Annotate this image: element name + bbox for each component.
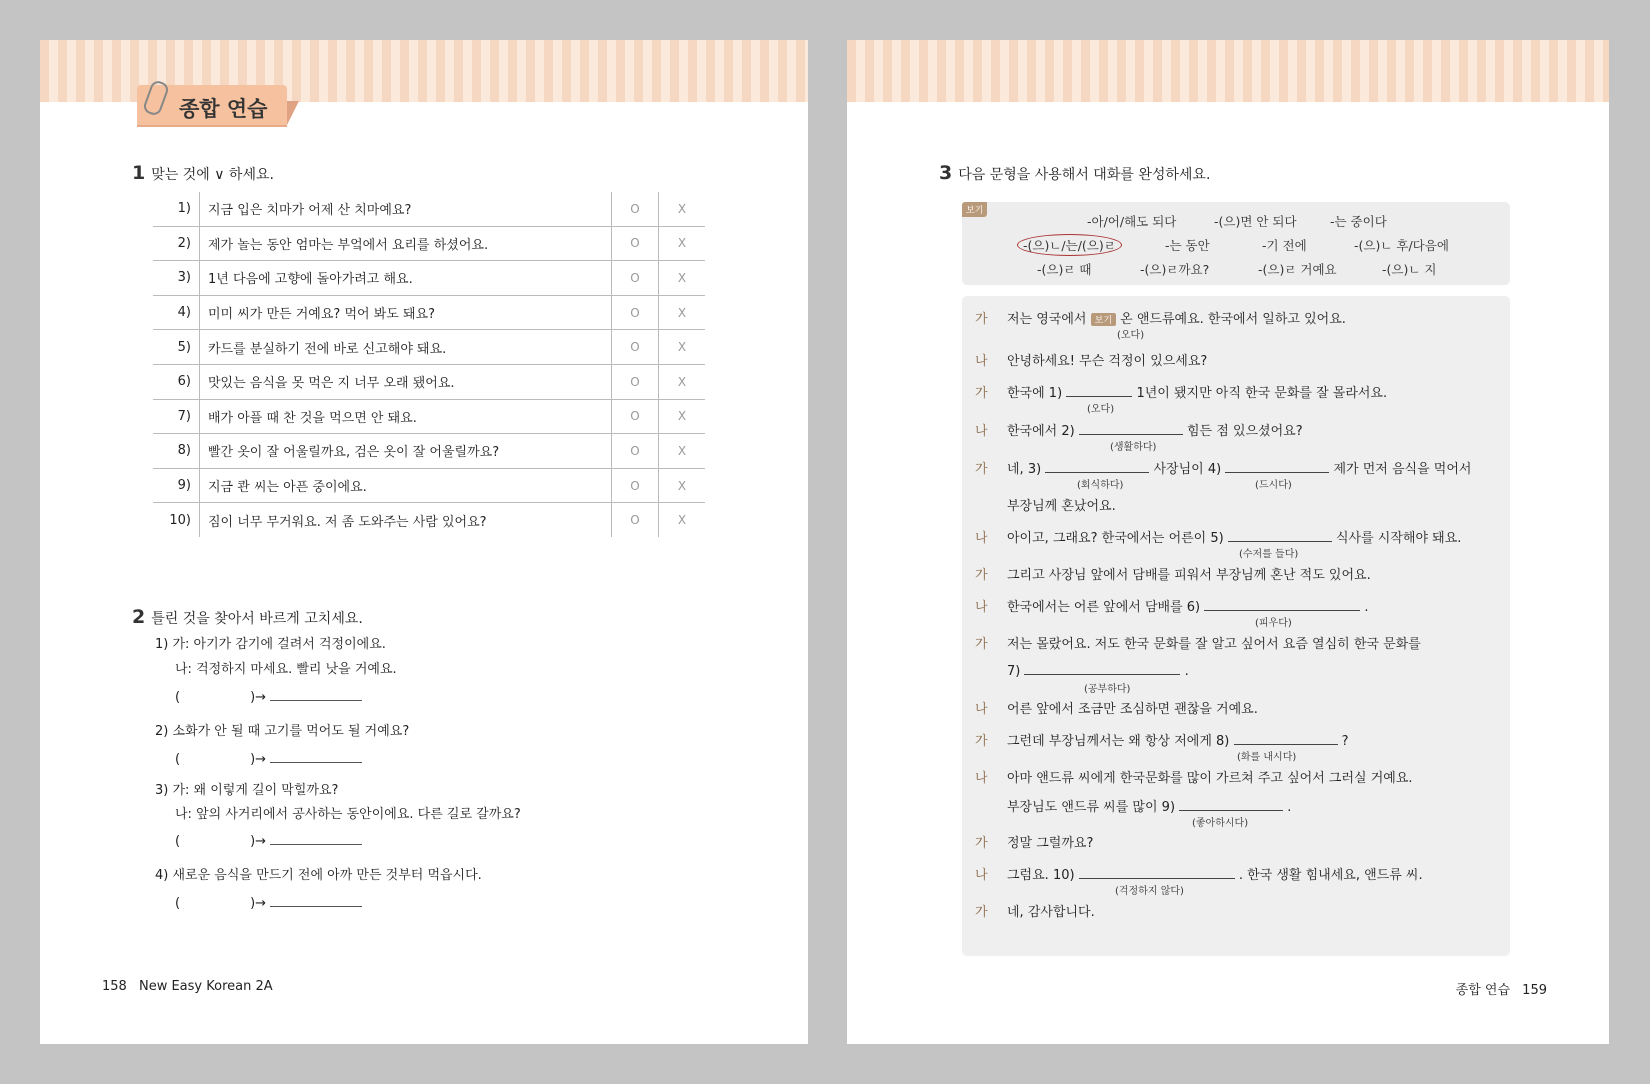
dialog-text: 한국에서는 어른 앞에서 담배를 6) bbox=[1007, 600, 1201, 615]
dialog-line-13: 정말 그럴까요? bbox=[1007, 836, 1094, 851]
hint: (화를 내시다) bbox=[1237, 752, 1297, 763]
row-sentence: 빨간 옷이 잘 어울릴까요, 검은 옷이 잘 어울릴까요? bbox=[200, 434, 612, 469]
page-number: 159 bbox=[1522, 983, 1547, 998]
hint: (걱정하지 않다) bbox=[1115, 886, 1184, 897]
q2-item-4-line1: 4) 새로운 음식을 만드기 전에 아까 만든 것부터 먹읍시다. bbox=[155, 868, 482, 883]
checklist-row bbox=[153, 192, 705, 226]
mark-o-option[interactable]: O bbox=[612, 503, 659, 537]
mark-o-option[interactable]: O bbox=[612, 434, 659, 469]
answer-blank[interactable] bbox=[270, 688, 362, 701]
row-sentence: 1년 다음에 고향에 돌아가려고 해요. bbox=[200, 261, 612, 296]
mark-o-option[interactable]: O bbox=[612, 261, 659, 296]
pattern: -(으)ㄴ 지 bbox=[1382, 262, 1437, 277]
checklist-row bbox=[153, 226, 705, 261]
section-title: 종합 연습 bbox=[179, 97, 268, 121]
paren-open: ( bbox=[175, 896, 181, 911]
pattern: -(으)ㄴ 후/다음에 bbox=[1354, 238, 1449, 253]
q3-instruction: 다음 문형을 사용해서 대화를 완성하세요. bbox=[958, 167, 1211, 183]
header-stripes bbox=[847, 40, 1609, 102]
left-page bbox=[40, 40, 808, 1044]
mark-x-option[interactable]: X bbox=[659, 399, 706, 434]
mark-o-option[interactable]: O bbox=[612, 364, 659, 399]
answer-blank-4[interactable] bbox=[1225, 460, 1329, 473]
row-sentence: 짐이 너무 무거워요. 저 좀 도와주는 사람 있어요? bbox=[200, 503, 612, 537]
pattern: -는 동안 bbox=[1165, 238, 1210, 253]
answer-blank[interactable] bbox=[270, 894, 362, 907]
dialog-line-15: 네, 감사합니다. bbox=[1007, 905, 1095, 920]
checklist-row bbox=[153, 330, 705, 365]
speaker-na: 나 bbox=[975, 771, 988, 786]
mark-x-option[interactable]: X bbox=[659, 364, 706, 399]
q3-heading bbox=[939, 162, 1210, 184]
mark-x-option[interactable]: X bbox=[659, 434, 706, 469]
mark-x-option[interactable]: X bbox=[659, 295, 706, 330]
row-number: 10) bbox=[153, 503, 200, 537]
mark-o-option[interactable]: O bbox=[612, 399, 659, 434]
hint: (좋아하시다) bbox=[1192, 818, 1249, 829]
speaker-ga: 가 bbox=[975, 734, 988, 749]
dialog-line-3 bbox=[1007, 382, 1387, 401]
answer-blank[interactable] bbox=[270, 832, 362, 845]
dialog-line-10: 어른 앞에서 조금만 조심하면 괜찮을 거예요. bbox=[1007, 702, 1258, 717]
q2-item-2-line1: 2) 소화가 안 될 때 고기를 먹어도 될 거예요? bbox=[155, 724, 410, 739]
q2-instruction: 틀린 것을 찾아서 바르게 고치세요. bbox=[151, 611, 363, 627]
mark-o-option[interactable]: O bbox=[612, 226, 659, 261]
dialog-line-4 bbox=[1007, 420, 1303, 439]
right-page bbox=[847, 40, 1609, 1044]
paren-open: ( bbox=[175, 834, 181, 849]
checklist-row bbox=[153, 503, 705, 537]
speaker-na: 나 bbox=[975, 600, 988, 615]
mark-x-option[interactable]: X bbox=[659, 330, 706, 365]
dialog-text: 식사를 시작해야 돼요. bbox=[1336, 531, 1462, 546]
pattern: -아/어/해도 되다 bbox=[1087, 214, 1177, 229]
dialog-text: 부장님도 앤드류 씨를 많이 9) bbox=[1007, 800, 1176, 815]
example-patterns-box bbox=[962, 202, 1510, 285]
row-number: 4) bbox=[153, 295, 200, 330]
dialog-text: 그럼요. 10) bbox=[1007, 868, 1075, 883]
row-sentence: 카드를 분실하기 전에 바로 신고해야 돼요. bbox=[200, 330, 612, 365]
speaker-ga: 가 bbox=[975, 312, 988, 327]
hint: (드시다) bbox=[1255, 480, 1292, 491]
speaker-na: 나 bbox=[975, 354, 988, 369]
speaker-ga: 가 bbox=[975, 637, 988, 652]
hint: (공부하다) bbox=[1084, 684, 1131, 695]
row-number: 5) bbox=[153, 330, 200, 365]
mark-o-option[interactable]: O bbox=[612, 192, 659, 226]
section-header-tab bbox=[137, 85, 287, 125]
mark-o-option[interactable]: O bbox=[612, 468, 659, 503]
q2-item-2-answer bbox=[175, 750, 362, 767]
dialog-text: 그런데 부장님께서는 왜 항상 저에게 8) bbox=[1007, 734, 1230, 749]
hint: (피우다) bbox=[1255, 618, 1292, 629]
q1-heading bbox=[132, 162, 274, 184]
checklist-row bbox=[153, 295, 705, 330]
speaker-ga: 가 bbox=[975, 568, 988, 583]
pattern: -(으)ㄹ 때 bbox=[1037, 262, 1092, 277]
q1-checklist-table bbox=[153, 192, 705, 537]
row-sentence: 배가 아플 때 찬 것을 먹으면 안 돼요. bbox=[200, 399, 612, 434]
dialog-text: 네, 3) bbox=[1007, 462, 1042, 477]
footer-section-title: 종합 연습 bbox=[1455, 983, 1511, 998]
dialog-text: 힘든 점 있으셨어요? bbox=[1187, 424, 1303, 439]
dialog-text: 한국에 1) bbox=[1007, 386, 1063, 401]
q2-item-3-line2: 나: 앞의 사거리에서 공사하는 동안이에요. 다른 길로 갈까요? bbox=[175, 807, 521, 822]
q2-item-3-line1: 3) 가: 왜 이렇게 길이 막힐까요? bbox=[155, 783, 339, 798]
answer-blank-1[interactable] bbox=[1066, 384, 1132, 397]
mark-o-option[interactable]: O bbox=[612, 330, 659, 365]
book-title: New Easy Korean 2A bbox=[138, 979, 273, 994]
dialog-line-14 bbox=[1007, 864, 1423, 883]
checklist-row bbox=[153, 364, 705, 399]
answer-blank-7[interactable] bbox=[1024, 662, 1180, 675]
pattern: -(으)ㄹ까요? bbox=[1140, 262, 1210, 277]
row-sentence: 지금 입은 치마가 어제 산 치마예요? bbox=[200, 192, 612, 226]
dialog-text: . bbox=[1287, 800, 1292, 815]
mark-x-option[interactable]: X bbox=[659, 226, 706, 261]
q1-number: 1 bbox=[132, 162, 146, 184]
paren-close: )→ bbox=[250, 690, 267, 705]
answer-blank-2[interactable] bbox=[1079, 422, 1183, 435]
row-number: 6) bbox=[153, 364, 200, 399]
pattern: -(으)면 안 되다 bbox=[1214, 214, 1297, 229]
dialog-text: 온 앤드류예요. 한국에서 일하고 있어요. bbox=[1120, 312, 1346, 327]
answer-blank-8[interactable] bbox=[1234, 732, 1338, 745]
dialog-line-12-cont bbox=[1007, 796, 1291, 815]
answer-blank-10[interactable] bbox=[1079, 866, 1235, 879]
checklist-row bbox=[153, 399, 705, 434]
hint: (오다) bbox=[1087, 404, 1115, 415]
checklist-row bbox=[153, 261, 705, 296]
dialog-text: 1년이 됐지만 아직 한국 문화를 잘 몰라서요. bbox=[1136, 386, 1388, 401]
q2-item-1-line1: 1) 가: 아기가 감기에 걸려서 걱정이에요. bbox=[155, 637, 386, 652]
dialog-text: 사장님이 4) bbox=[1153, 462, 1222, 477]
row-number: 7) bbox=[153, 399, 200, 434]
paperclip-icon bbox=[142, 79, 171, 117]
speaker-ga: 가 bbox=[975, 462, 988, 477]
answer-blank-3[interactable] bbox=[1045, 460, 1149, 473]
dialog-line-2: 안녕하세요! 무슨 걱정이 있으세요? bbox=[1007, 354, 1208, 369]
dialog-text: 아이고, 그래요? 한국에서는 어른이 5) bbox=[1007, 531, 1224, 546]
row-sentence: 지금 콴 씨는 아픈 중이에요. bbox=[200, 468, 612, 503]
dialog-text: 7) bbox=[1007, 664, 1021, 679]
paren-close: )→ bbox=[250, 752, 267, 767]
dialog-text: . bbox=[1364, 600, 1369, 615]
paren-close: )→ bbox=[250, 834, 267, 849]
hint: (수저를 들다) bbox=[1239, 549, 1299, 560]
pattern-circled: -(으)ㄴ/는/(으)ㄹ bbox=[1017, 234, 1122, 256]
pattern: -기 전에 bbox=[1262, 238, 1307, 253]
speaker-ga: 가 bbox=[975, 836, 988, 851]
q2-item-1-answer bbox=[175, 688, 362, 705]
dialog-line-9-cont bbox=[1007, 662, 1189, 679]
dialog-line-11 bbox=[1007, 730, 1349, 749]
dialog-line-8 bbox=[1007, 596, 1369, 615]
answer-blank-6[interactable] bbox=[1204, 598, 1360, 611]
dialog-line-9: 저는 몰랐어요. 저도 한국 문화를 잘 알고 싶어서 요즘 열심히 한국 문화를 bbox=[1007, 637, 1421, 652]
example-inline-tag: 보기 bbox=[1091, 313, 1116, 326]
row-number: 2) bbox=[153, 226, 200, 261]
hint: (생활하다) bbox=[1110, 442, 1157, 453]
dialog-text: . bbox=[1184, 664, 1189, 679]
hint: (회식하다) bbox=[1077, 480, 1124, 491]
paren-open: ( bbox=[175, 690, 181, 705]
dialog-line-7: 그리고 사장님 앞에서 담배를 피워서 부장님께 혼난 적도 있어요. bbox=[1007, 568, 1371, 583]
example-tag: 보기 bbox=[962, 202, 987, 217]
hint: (오다) bbox=[1117, 330, 1145, 341]
dialog-text: 한국에서 2) bbox=[1007, 424, 1075, 439]
checklist-row bbox=[153, 434, 705, 469]
dialog-text: 저는 영국에서 bbox=[1007, 312, 1087, 327]
row-sentence: 제가 놀는 동안 엄마는 부엌에서 요리를 하셨어요. bbox=[200, 226, 612, 261]
q2-number: 2 bbox=[132, 606, 146, 628]
mark-x-option[interactable]: X bbox=[659, 468, 706, 503]
dialog-line-12: 아마 앤드류 씨에게 한국문화를 많이 가르쳐 주고 싶어서 그러실 거예요. bbox=[1007, 771, 1413, 786]
mark-x-option[interactable]: X bbox=[659, 261, 706, 296]
answer-blank[interactable] bbox=[270, 750, 362, 763]
row-sentence: 맛있는 음식을 못 먹은 지 너무 오래 됐어요. bbox=[200, 364, 612, 399]
q2-item-1-line2: 나: 걱정하지 마세요. 빨리 낫을 거예요. bbox=[175, 662, 397, 677]
speaker-ga: 가 bbox=[975, 905, 988, 920]
paren-close: )→ bbox=[250, 896, 267, 911]
dialog-line-5 bbox=[1007, 458, 1471, 477]
dialog-line-6 bbox=[1007, 527, 1461, 546]
dialog-text: ? bbox=[1341, 734, 1349, 749]
answer-blank-9[interactable] bbox=[1179, 798, 1283, 811]
row-number: 1) bbox=[153, 192, 200, 226]
speaker-na: 나 bbox=[975, 868, 988, 883]
mark-o-option[interactable]: O bbox=[612, 295, 659, 330]
speaker-na: 나 bbox=[975, 424, 988, 439]
speaker-ga: 가 bbox=[975, 386, 988, 401]
mark-x-option[interactable]: X bbox=[659, 192, 706, 226]
dialog-text: . 한국 생활 힘내세요, 앤드류 씨. bbox=[1238, 868, 1423, 883]
q2-heading bbox=[132, 606, 363, 628]
q1-instruction: 맞는 것에 ∨ 하세요. bbox=[151, 167, 274, 183]
page-footer bbox=[1456, 979, 1547, 998]
checklist-row bbox=[153, 468, 705, 503]
row-number: 9) bbox=[153, 468, 200, 503]
q2-item-3-answer bbox=[175, 832, 362, 849]
mark-x-option[interactable]: X bbox=[677, 513, 687, 528]
tab-fold bbox=[287, 101, 299, 125]
answer-blank-5[interactable] bbox=[1228, 529, 1332, 542]
row-number: 3) bbox=[153, 261, 200, 296]
row-number: 8) bbox=[153, 434, 200, 469]
q2-item-4-answer bbox=[175, 894, 362, 911]
q3-number: 3 bbox=[939, 162, 953, 184]
row-sentence: 미미 씨가 만든 거예요? 먹어 봐도 돼요? bbox=[200, 295, 612, 330]
pattern: -는 중이다 bbox=[1330, 214, 1387, 229]
speaker-na: 나 bbox=[975, 702, 988, 717]
dialog-text: 제가 먼저 음식을 먹어서 bbox=[1333, 462, 1472, 477]
page-number: 158 bbox=[102, 979, 127, 994]
dialog-line-1 bbox=[1007, 308, 1346, 327]
speaker-na: 나 bbox=[975, 531, 988, 546]
paren-open: ( bbox=[175, 752, 181, 767]
page-footer bbox=[102, 979, 273, 994]
pattern: -(으)ㄹ 거예요 bbox=[1258, 262, 1337, 277]
dialog-line-5-cont: 부장님께 혼났어요. bbox=[1007, 499, 1116, 514]
